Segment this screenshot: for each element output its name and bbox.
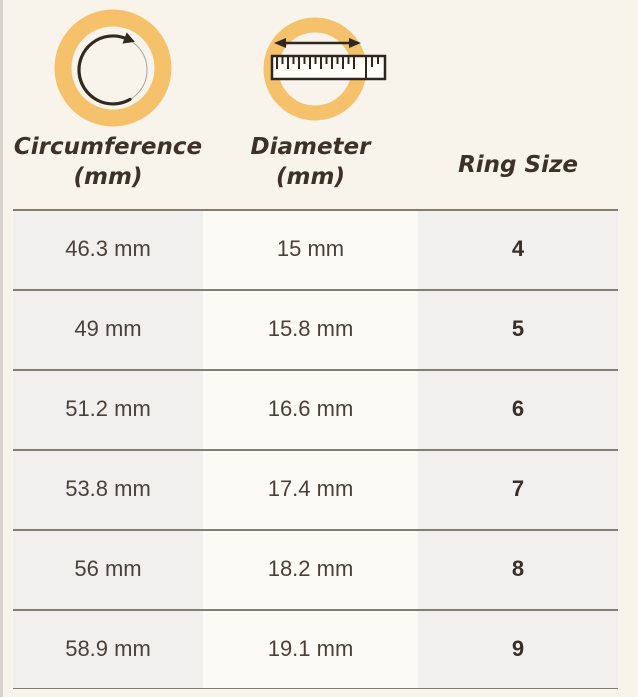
diameter-cell: 15 mm	[276, 236, 345, 261]
circumference-cell: 46.3 mm	[65, 236, 151, 261]
circumference-column-header	[13, 132, 203, 192]
ring-size-cell: 9	[511, 636, 525, 661]
circumference-header-title: Circumference	[13, 134, 203, 160]
circumference-cell: 51.2 mm	[65, 396, 151, 421]
ring-size-cell: 5	[511, 316, 525, 341]
diameter-cell: 18.2 mm	[267, 556, 354, 581]
diameter-header-title: Diameter	[250, 134, 371, 160]
table-row	[0, 209, 638, 289]
ring-size-cell: 4	[511, 236, 525, 261]
ring-size-cell: 6	[511, 396, 525, 421]
diameter-cell: 15.8 mm	[267, 316, 354, 341]
diameter-header-unit: (mm)	[276, 164, 345, 190]
circumference-cell: 58.9 mm	[65, 636, 151, 661]
ring-size-cell: 7	[511, 476, 525, 501]
circumference-header-unit: (mm)	[73, 164, 143, 190]
circumference-cell: 49 mm	[74, 316, 142, 341]
diameter-cell: 16.6 mm	[267, 396, 354, 421]
table-row	[0, 609, 638, 689]
table-row	[0, 449, 638, 529]
table-row	[0, 289, 638, 369]
ring-size-header-title: Ring Size	[458, 152, 578, 178]
diameter-cell: 19.1 mm	[267, 636, 354, 661]
table-row	[0, 369, 638, 449]
circumference-cell: 53.8 mm	[65, 476, 151, 501]
circumference-icon	[51, 6, 175, 130]
diameter-icon	[260, 7, 390, 123]
diameter-cell: 17.4 mm	[267, 476, 354, 501]
circumference-cell: 56 mm	[74, 556, 142, 581]
diameter-column-header	[203, 132, 418, 192]
ring-size-column-header	[418, 150, 618, 180]
ring-size-cell: 8	[511, 556, 525, 581]
table-row	[0, 529, 638, 609]
